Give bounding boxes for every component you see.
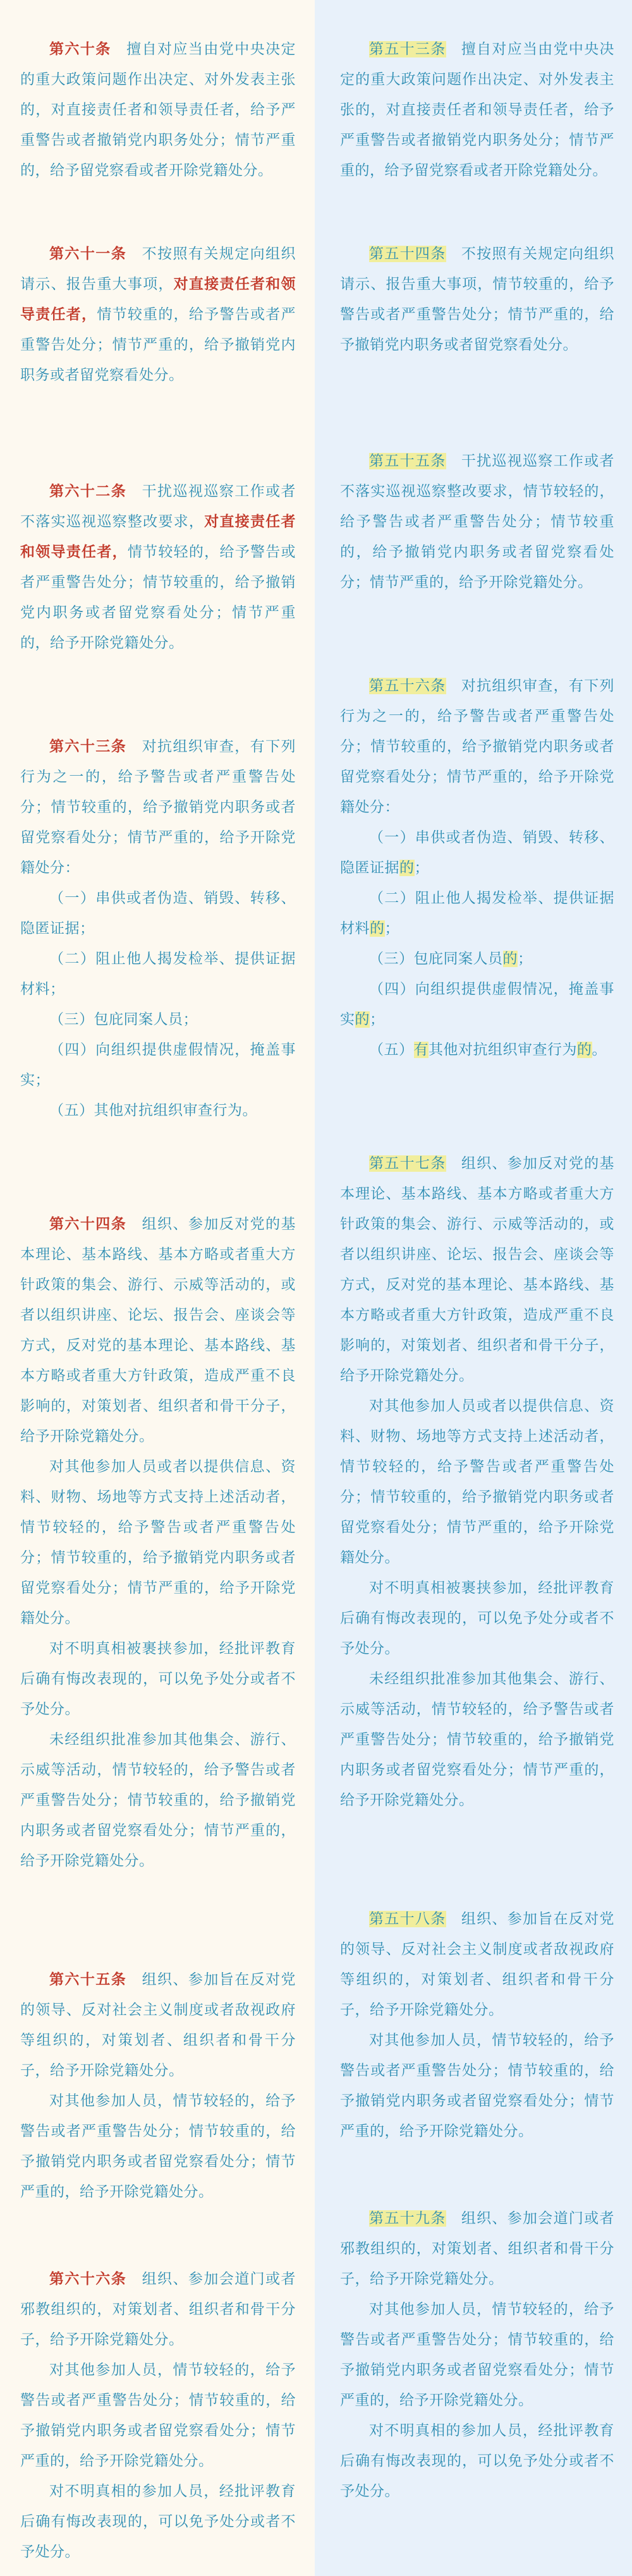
paragraph-text: 其他对抗组织审查行为 bbox=[428, 1042, 577, 1058]
highlighted-text: 的 bbox=[370, 920, 385, 937]
paragraph-text: 对不明真相被裹挟参加，经批评教育后确有悔改表现的，可以免予处分或者不予处分。 bbox=[20, 1640, 296, 1718]
paragraph-text: 。 bbox=[592, 1042, 607, 1058]
paragraph bbox=[20, 731, 296, 883]
article-right-1 bbox=[340, 34, 614, 186]
paragraph-text: 组织、参加会道门或者邪教组织的，对策划者、组织者和骨干分子，给予开除党籍处分。 bbox=[20, 2271, 296, 2348]
paragraph-text: 对不明真相被裹挟参加，经批评教育后确有悔改表现的，可以免予处分或者不予处分。 bbox=[340, 1580, 614, 1657]
article-right-5 bbox=[340, 1148, 614, 1815]
paragraph-text: ； bbox=[414, 860, 429, 876]
paragraph bbox=[20, 239, 296, 390]
article-left-2 bbox=[20, 239, 296, 390]
article-number: 第五十三条 bbox=[369, 41, 446, 57]
paragraph bbox=[20, 1452, 296, 1634]
paragraph-text: 对抗组织审查，有下列行为之一的，给予警告或者严重警告处分；情节较重的，给予撤销党内职务或者留党察看处分；情节严重的，给予开除党籍处分： bbox=[340, 678, 615, 816]
paragraph-text: 擅自对应当由党中央决定的重大政策问题作出决定、对外发表主张的，对直接责任者和领导责任者，给予严重警告或者撤销党内职务处分；情节严重的，给予留党察看或者开除党籍处分。 bbox=[340, 41, 615, 179]
paragraph bbox=[340, 1573, 614, 1664]
paragraph-text: 对其他参加人员，情节较轻的，给予警告或者严重警告处分；情节较重的，给予撤销党内职务或者留党察看处分；情节严重的，给予开除党籍处分。 bbox=[20, 2093, 296, 2200]
paragraph bbox=[20, 2086, 296, 2207]
paragraph bbox=[20, 1634, 296, 1724]
added-text: 对直接责任者和领导责任者， bbox=[20, 514, 296, 560]
paragraph bbox=[340, 239, 614, 360]
paragraph bbox=[340, 671, 614, 822]
article-left-1 bbox=[20, 34, 296, 186]
article-number: 第六十二条 bbox=[49, 483, 127, 500]
highlighted-text: 的 bbox=[399, 860, 415, 876]
article-left-6 bbox=[20, 1965, 296, 2207]
highlighted-text: 有 bbox=[413, 1042, 428, 1058]
paragraph-text: （二）阻止他人揭发检举、提供证据材料 bbox=[340, 890, 614, 937]
article-number: 第五十七条 bbox=[369, 1155, 446, 1172]
paragraph-text: 对其他参加人员，情节较轻的，给予警告或者严重警告处分；情节较重的，给予撤销党内职务或者留党察看处分；情节严重的，给予开除党籍处分。 bbox=[340, 2032, 614, 2140]
list-item bbox=[340, 822, 614, 883]
paragraph bbox=[20, 1209, 296, 1452]
article-number: 第六十条 bbox=[49, 41, 111, 57]
paragraph-text: （四）向组织提供虚假情况，掩盖事实； bbox=[20, 1042, 296, 1088]
list-item bbox=[340, 1035, 614, 1065]
paragraph-text: 不按照有关规定向组织请示、报告重大事项， bbox=[20, 246, 296, 292]
article-number: 第六十三条 bbox=[49, 738, 127, 755]
list-item bbox=[20, 1035, 296, 1095]
article-number: 第五十六条 bbox=[369, 678, 446, 694]
paragraph bbox=[340, 2416, 614, 2507]
article-number: 第五十九条 bbox=[369, 2210, 446, 2227]
paragraph-text: 情节较轻的，给予警告或者严重警告处分；情节较重的，给予撤销党内职务或者留党察看处分；情节严重的，给予开除党籍处分。 bbox=[20, 544, 296, 651]
paragraph-text: 对其他参加人员，情节较轻的，给予警告或者严重警告处分；情节较重的，给予撤销党内职务或者留党察看处分；情节严重的，给予开除党籍处分。 bbox=[340, 2301, 614, 2409]
paragraph bbox=[340, 2025, 614, 2146]
paragraph-text: ； bbox=[370, 1011, 385, 1028]
paragraph bbox=[340, 1391, 614, 1573]
paragraph bbox=[340, 1664, 614, 1815]
list-item bbox=[20, 883, 296, 944]
article-number: 第六十四条 bbox=[49, 1216, 127, 1232]
paragraph-text: 对其他参加人员或者以提供信息、资料、财物、场地等方式支持上述活动者，情节较轻的，给予警告或者严重警告处分；情节较重的，给予撤销党内职务或者留党察看处分；情节严重的，给予开除党籍处分。 bbox=[340, 1398, 614, 1566]
paragraph-text: 组织、参加反对党的基本理论、基本路线、基本方略或者重大方针政策的集会、游行、示威等活动的，或者以组织讲座、论坛、报告会、座谈会等方式，反对党的基本理论、基本路线、基本方略或者重大方针政策，造成严重不良影响的，对策划者、组织者和骨干分子，给予开除党籍处分。 bbox=[20, 1216, 296, 1445]
paragraph-text: 对不明真相的参加人员，经批评教育后确有悔改表现的，可以免予处分或者不予处分。 bbox=[340, 2423, 614, 2500]
added-text: 对直接责任者和领导责任者， bbox=[20, 276, 296, 323]
article-left-4 bbox=[20, 731, 296, 1126]
list-item bbox=[340, 944, 614, 974]
paragraph-text: （五）其他对抗组织审查行为。 bbox=[49, 1102, 257, 1119]
paragraph-text: （三）包庇同案人员； bbox=[49, 1011, 198, 1028]
paragraph-text: 组织、参加旨在反对党的领导、反对社会主义制度或者敌视政府等组织的，对策划者、组织者和骨干分子，给予开除党籍处分。 bbox=[20, 1971, 296, 2079]
paragraph bbox=[340, 34, 614, 186]
article-left-3 bbox=[20, 476, 296, 658]
paragraph-text: 组织、参加旨在反对党的领导、反对社会主义制度或者敌视政府等组织的，对策划者、组织者和骨干分子，给予开除党籍处分。 bbox=[340, 1911, 615, 2018]
highlighted-text: 的 bbox=[577, 1042, 592, 1058]
paragraph-text: 对其他参加人员，情节较轻的，给予警告或者严重警告处分；情节较重的，给予撤销党内职务或者留党察看处分；情节严重的，给予开除党籍处分。 bbox=[20, 2362, 296, 2469]
paragraph bbox=[20, 1724, 296, 1876]
article-number: 第五十八条 bbox=[369, 1911, 446, 1927]
list-item bbox=[340, 883, 614, 944]
paragraph-text: 组织、参加会道门或者邪教组织的，对策划者、组织者和骨干分子，给予开除党籍处分。 bbox=[340, 2210, 615, 2287]
paragraph bbox=[20, 2476, 296, 2567]
paragraph-text: 不按照有关规定向组织请示、报告重大事项，情节较重的，给予警告或者严重警告处分；情节严重的，给予撤销党内职务或者留党察看处分。 bbox=[340, 246, 615, 353]
article-number: 第六十六条 bbox=[49, 2271, 127, 2287]
left-column bbox=[0, 0, 315, 2576]
paragraph-text: 干扰巡视巡察工作或者不落实巡视巡察整改要求，情节较轻的，给予警告或者严重警告处分；情节较重的，给予撤销党内职务或者留党察看处分；情节严重的，给予开除党籍处分。 bbox=[340, 453, 615, 591]
list-item bbox=[20, 944, 296, 1004]
paragraph-text: 情节较重的，给予警告或者严重警告处分；情节严重的，给予撤销党内职务或者留党察看处分。 bbox=[20, 306, 296, 383]
paragraph bbox=[20, 2355, 296, 2476]
paragraph-text: （三）包庇同案人员 bbox=[369, 951, 503, 967]
highlighted-text: 的 bbox=[355, 1011, 370, 1028]
paragraph bbox=[340, 2294, 614, 2416]
article-number: 第六十五条 bbox=[49, 1971, 127, 1988]
article-right-6 bbox=[340, 1904, 614, 2146]
article-number: 第五十五条 bbox=[369, 453, 446, 469]
paragraph-text: ； bbox=[384, 920, 399, 937]
paragraph bbox=[340, 446, 614, 598]
highlighted-text: 的 bbox=[502, 951, 518, 967]
paragraph bbox=[340, 1904, 614, 2025]
paragraph-text: 对抗组织审查，有下列行为之一的，给予警告或者严重警告处分；情节较重的，给予撤销党内职务或者留党察看处分；情节严重的，给予开除党籍处分： bbox=[20, 738, 296, 876]
paragraph-text: 干扰巡视巡察工作或者不落实巡视巡察整改要求， bbox=[20, 483, 296, 530]
paragraph-text: （五） bbox=[369, 1042, 414, 1058]
paragraph-text: 未经组织批准参加其他集会、游行、示威等活动，情节较轻的，给予警告或者严重警告处分；情节较重的，给予撤销党内职务或者留党察看处分；情节严重的，给予开除党籍处分。 bbox=[20, 1731, 296, 1869]
paragraph bbox=[20, 1965, 296, 2086]
paragraph-text: （一）串供或者伪造、销毁、转移、隐匿证据； bbox=[20, 890, 296, 937]
article-right-4 bbox=[340, 671, 614, 1065]
paragraph-text: 对其他参加人员或者以提供信息、资料、财物、场地等方式支持上述活动者，情节较轻的，给予警告或者严重警告处分；情节较重的，给予撤销党内职务或者留党察看处分；情节严重的，给予开除党籍处分。 bbox=[20, 1459, 296, 1627]
paragraph-text: 组织、参加反对党的基本理论、基本路线、基本方略或者重大方针政策的集会、游行、示威等活动的，或者以组织讲座、论坛、报告会、座谈会等方式，反对党的基本理论、基本路线、基本方略或者重大方针政策，造成严重不良影响的，对策划者、组织者和骨干分子，给予开除党籍处分。 bbox=[340, 1155, 615, 1384]
paragraph-text: 对不明真相的参加人员，经批评教育后确有悔改表现的，可以免予处分或者不予处分。 bbox=[20, 2483, 296, 2560]
article-number: 第六十一条 bbox=[49, 246, 127, 262]
paragraph bbox=[340, 2203, 614, 2294]
paragraph-text: ； bbox=[518, 951, 533, 967]
paragraph bbox=[20, 2264, 296, 2355]
article-left-5 bbox=[20, 1209, 296, 1876]
list-item bbox=[20, 1095, 296, 1126]
paragraph-text: （一）串供或者伪造、销毁、转移、隐匿证据 bbox=[340, 829, 614, 876]
paragraph bbox=[20, 34, 296, 186]
list-item bbox=[340, 974, 614, 1035]
paragraph-text: 未经组织批准参加其他集会、游行、示威等活动，情节较轻的，给予警告或者严重警告处分；情节较重的，给予撤销党内职务或者留党察看处分；情节严重的，给予开除党籍处分。 bbox=[340, 1671, 614, 1809]
article-number: 第五十四条 bbox=[369, 246, 446, 262]
paragraph bbox=[340, 1148, 614, 1391]
paragraph bbox=[20, 476, 296, 658]
paragraph-text: （二）阻止他人揭发检举、提供证据材料； bbox=[20, 951, 296, 997]
list-item bbox=[20, 1004, 296, 1035]
article-right-7 bbox=[340, 2203, 614, 2507]
article-right-3 bbox=[340, 446, 614, 598]
article-right-2 bbox=[340, 239, 614, 360]
right-column bbox=[315, 0, 632, 2576]
paragraph-text: 擅自对应当由党中央决定的重大政策问题作出决定、对外发表主张的，对直接责任者和领导责任者，给予严重警告或者撤销党内职务处分；情节严重的，给予留党察看或者开除党籍处分。 bbox=[20, 41, 296, 179]
paragraph-text: （四）向组织提供虚假情况，掩盖事实 bbox=[340, 981, 614, 1028]
article-left-7 bbox=[20, 2264, 296, 2567]
